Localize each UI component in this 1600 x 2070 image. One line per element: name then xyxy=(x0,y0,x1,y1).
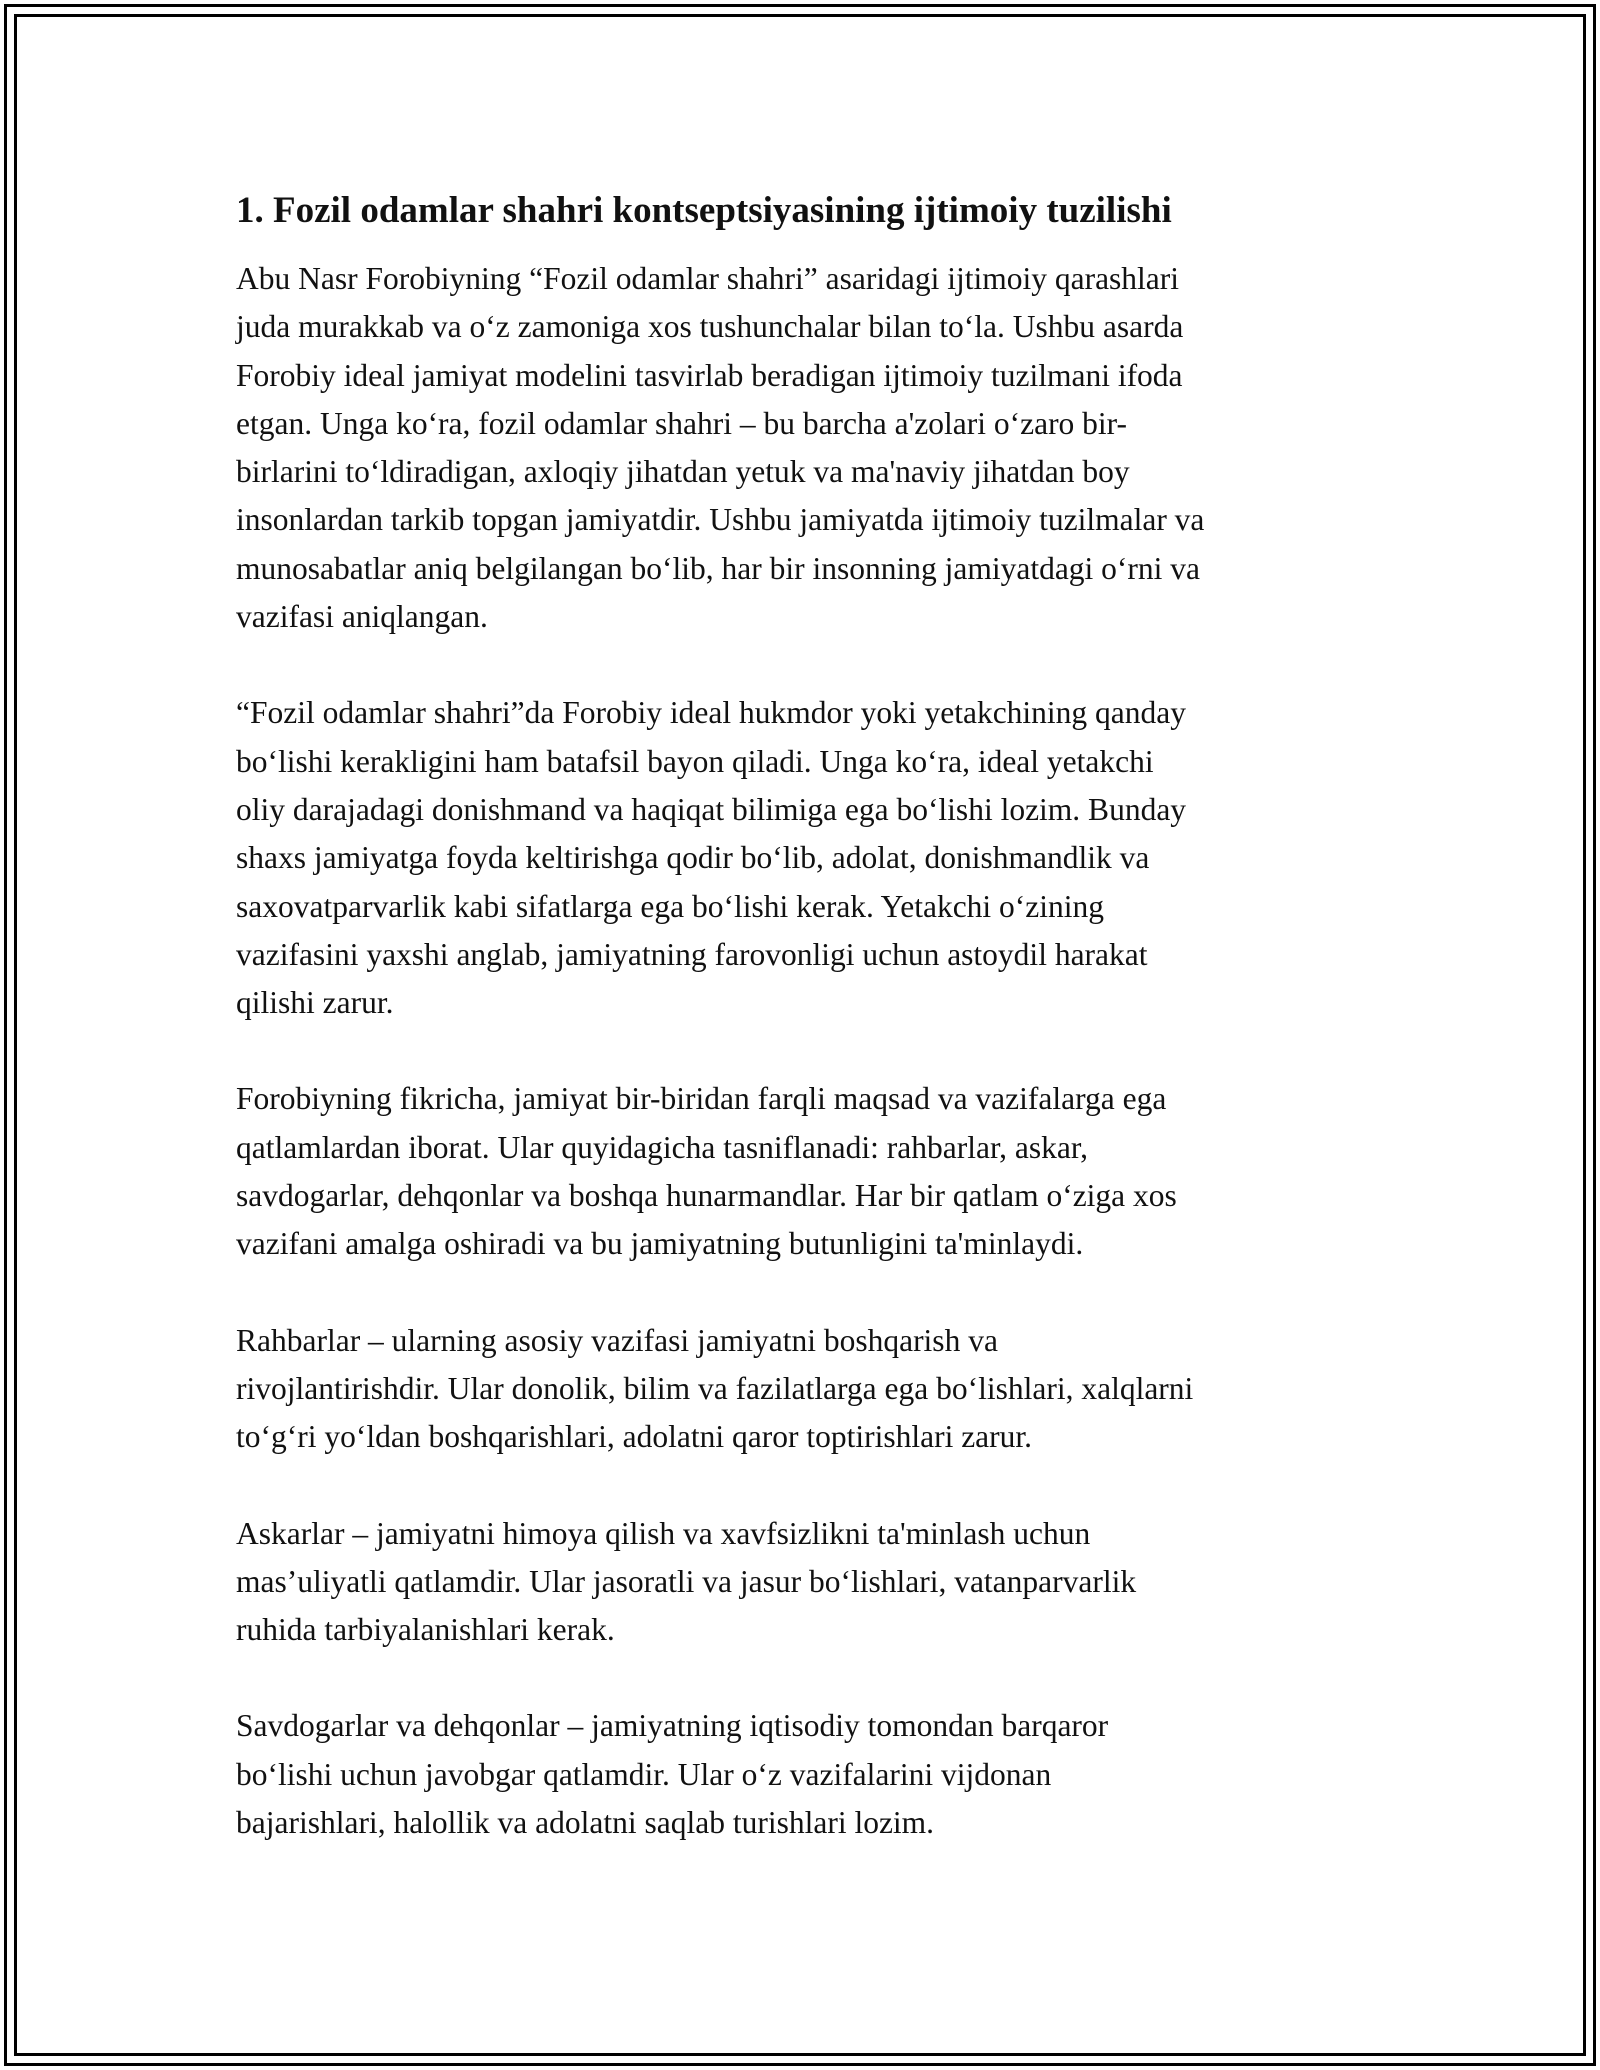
text-line: vazifasi aniqlangan. xyxy=(236,599,488,635)
text-line: qatlamlardan iborat. Ular quyidagicha tasniflanadi: rahbarlar, askar, xyxy=(236,1129,1088,1165)
text-line: rivojlantirishdir. Ular donolik, bilim va fazilatlarga ega bo‘lishlari, xalqlarni xyxy=(236,1370,1194,1406)
text-line: ruhida tarbiyalanishlari kerak. xyxy=(236,1612,615,1648)
document-body xyxy=(236,187,1416,1895)
text-line: Forobiy ideal jamiyat modelini tasvirlab beradigan ijtimoiy tuzilmani ifoda xyxy=(236,357,1183,393)
paragraph-5 xyxy=(236,1510,1416,1655)
text-line: savdogarlar, dehqonlar va boshqa hunarmandlar. Har bir qatlam o‘ziga xos xyxy=(236,1178,1177,1214)
paragraph-1 xyxy=(236,255,1416,641)
paragraph-4 xyxy=(236,1317,1416,1462)
text-line: juda murakkab va o‘z zamoniga xos tushunchalar bilan to‘la. Ushbu asarda xyxy=(236,309,1184,345)
text-line: munosabatlar aniq belgilangan bo‘lib, har bir insonning jamiyatdagi o‘rni va xyxy=(236,550,1201,586)
section-heading: 1. Fozil odamlar shahri kontseptsiyasining ijtimoiy tuzilishi xyxy=(236,190,1172,231)
text-line: Abu Nasr Forobiyning “Fozil odamlar shahri” asaridagi ijtimoiy qarashlari xyxy=(236,261,1180,296)
text-line: birlarini to‘ldiradigan, axloqiy jihatdan yetuk va ma'naviy jihatdan boy xyxy=(236,454,1130,490)
paragraph-list xyxy=(236,255,1416,1847)
paragraph-3 xyxy=(236,1075,1416,1268)
text-line: Rahbarlar – ularning asosiy vazifasi jamiyatni boshqarish va xyxy=(236,1322,998,1358)
text-line: insonlardan tarkib topgan jamiyatdir. Ushbu jamiyatda ijtimoiy tuzilmalar va xyxy=(236,502,1205,538)
text-line: shaxs jamiyatga foyda keltirishga qodir bo‘lib, adolat, donishmandlik va xyxy=(236,840,1150,876)
text-line: vazifasini yaxshi anglab, jamiyatning farovonligi uchun astoydil harakat xyxy=(236,936,1148,972)
text-line: bajarishlari, halollik va adolatni saqlab turishlari lozim. xyxy=(236,1805,935,1841)
text-line: Forobiyning fikricha, jamiyat bir-biridan farqli maqsad va vazifalarga ega xyxy=(236,1081,1167,1117)
text-line: Askarlar – jamiyatni himoya qilish va xavfsizlikni ta'minlash uchun xyxy=(236,1515,1091,1551)
text-line: etgan. Unga ko‘ra, fozil odamlar shahri – bu barcha a'zolari o‘zaro bir- xyxy=(236,405,1128,441)
text-line: vazifani amalga oshiradi va bu jamiyatning butunligini ta'minlaydi. xyxy=(236,1226,1084,1262)
text-line: qilishi zarur. xyxy=(236,985,394,1021)
paragraph-2 xyxy=(236,689,1416,1027)
text-line: to‘g‘ri yo‘ldan boshqarishlari, adolatni qaror toptirishlari zarur. xyxy=(236,1419,1033,1455)
text-line: Savdogarlar va dehqonlar – jamiyatning iqtisodiy tomondan barqaror xyxy=(236,1708,1109,1744)
text-line: mas’uliyatli qatlamdir. Ular jasoratli va jasur bo‘lishlari, vatanparvarlik xyxy=(236,1563,1137,1599)
text-line: saxovatparvarlik kabi sifatlarga ega bo‘lishi kerak. Yetakchi o‘zining xyxy=(236,888,1105,924)
paragraph-6 xyxy=(236,1702,1416,1847)
text-line: bo‘lishi uchun javobgar qatlamdir. Ular o‘z vazifalarini vijdonan xyxy=(236,1756,1052,1792)
text-line: bo‘lishi kerakligini ham batafsil bayon qiladi. Unga ko‘ra, ideal yetakchi xyxy=(236,743,1154,779)
text-line: oliy darajadagi donishmand va haqiqat bilimiga ega bo‘lishi lozim. Bunday xyxy=(236,791,1187,827)
text-line: “Fozil odamlar shahri”da Forobiy ideal hukmdor yoki yetakchining qanday xyxy=(236,695,1187,731)
